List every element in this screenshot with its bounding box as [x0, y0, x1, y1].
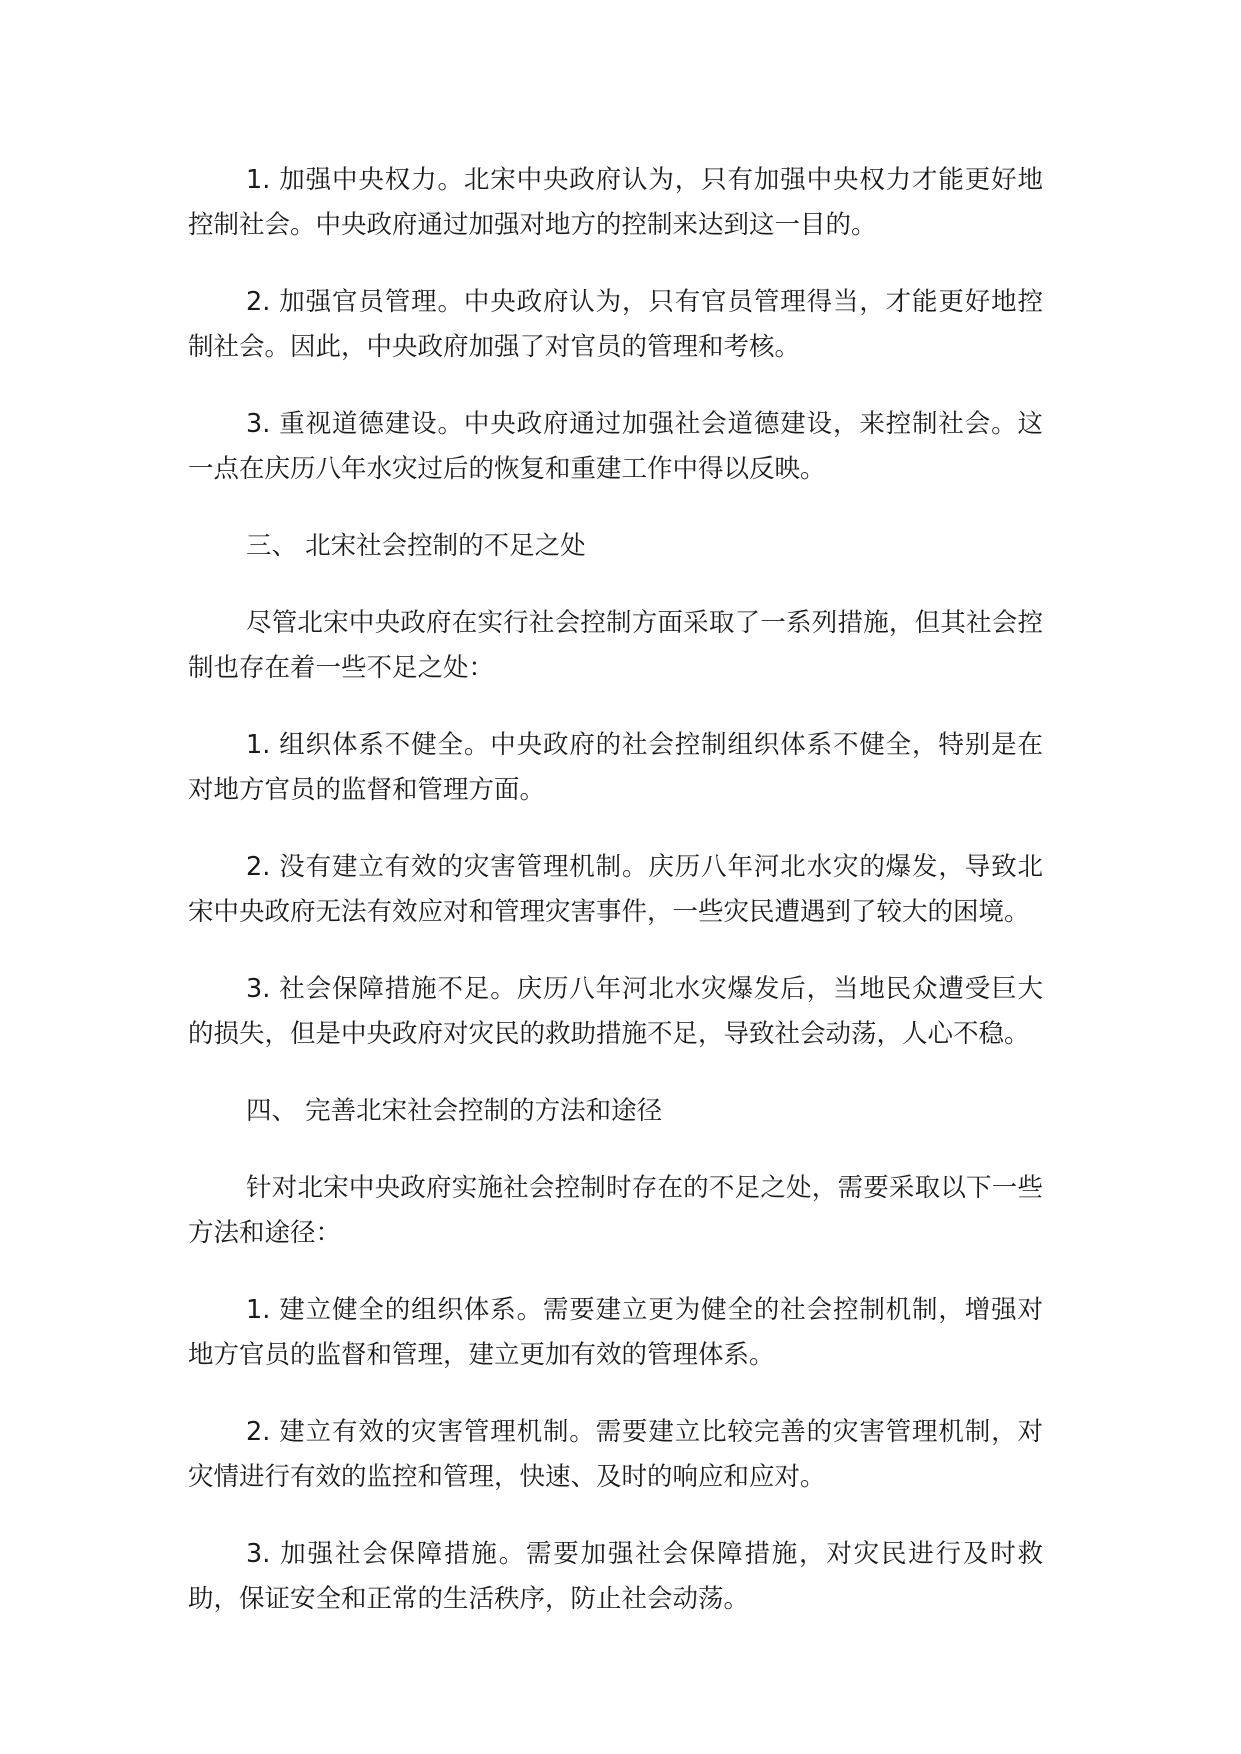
paragraph-item-2: 2. 加强官员管理。中央政府认为，只有官员管理得当，才能更好地控制社会。因此，中央政府加强了对官员的管理和考核。	[188, 287, 1043, 362]
paragraph-item-3: 3. 重视道德建设。中央政府通过加强社会道德建设，来控制社会。这一点在庆历八年水灾过后的恢复和重建工作中得以反映。	[188, 409, 1043, 484]
section-heading-3: 三、 北宋社会控制的不足之处	[246, 531, 586, 561]
paragraph-item-shortcoming-1: 1. 组织体系不健全。中央政府的社会控制组织体系不健全，特别是在对地方官员的监督和管理方面。	[188, 730, 1043, 805]
section-heading-4: 四、 完善北宋社会控制的方法和途径	[246, 1096, 663, 1126]
paragraph-item-method-3: 3. 加强社会保障措施。需要加强社会保障措施，对灾民进行及时救助，保证安全和正常的生活秩序，防止社会动荡。	[188, 1539, 1043, 1614]
paragraph-item-shortcoming-3: 3. 社会保障措施不足。庆历八年河北水灾爆发后，当地民众遭受巨大的损失，但是中央政府对灾民的救助措施不足，导致社会动荡，人心不稳。	[188, 974, 1043, 1049]
section-intro-3: 尽管北宋中央政府在实行社会控制方面采取了一系列措施，但其社会控制也存在着一些不足之处：	[188, 608, 1043, 683]
paragraph-item-shortcoming-2: 2. 没有建立有效的灾害管理机制。庆历八年河北水灾的爆发，导致北宋中央政府无法有效应对和管理灾害事件，一些灾民遭遇到了较大的困境。	[188, 852, 1043, 927]
paragraph-item-method-2: 2. 建立有效的灾害管理机制。需要建立比较完善的灾害管理机制，对灾情进行有效的监控和管理，快速、及时的响应和应对。	[188, 1417, 1043, 1492]
paragraph-item-1: 1. 加强中央权力。北宋中央政府认为，只有加强中央权力才能更好地控制社会。中央政府通过加强对地方的控制来达到这一目的。	[188, 165, 1043, 240]
section-intro-4: 针对北宋中央政府实施社会控制时存在的不足之处，需要采取以下一些方法和途径：	[188, 1173, 1043, 1248]
paragraph-item-method-1: 1. 建立健全的组织体系。需要建立更为健全的社会控制机制，增强对地方官员的监督和管理，建立更加有效的管理体系。	[188, 1295, 1043, 1370]
